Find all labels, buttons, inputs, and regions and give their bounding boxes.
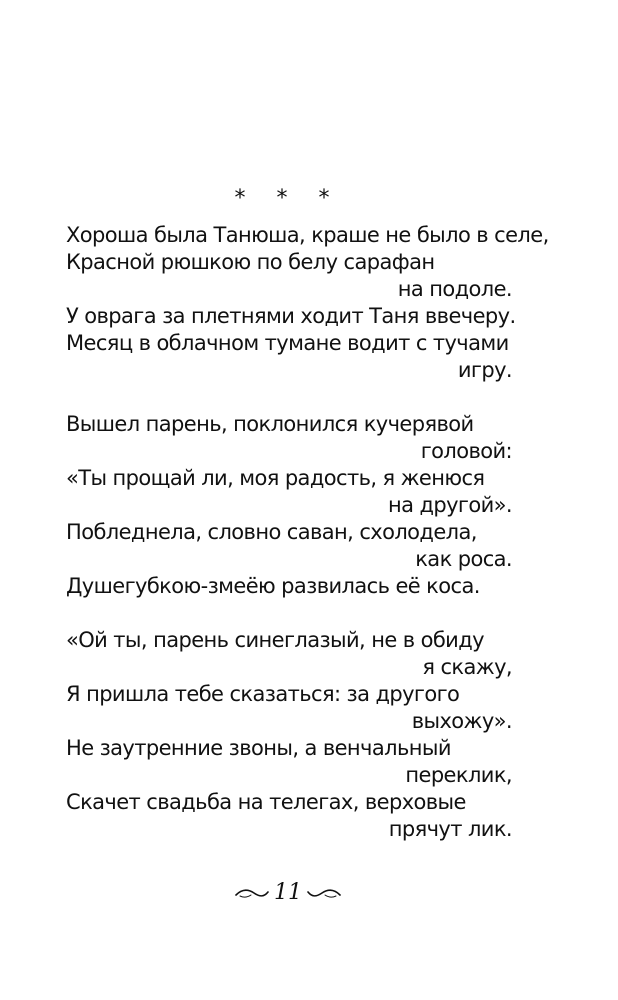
poem-line-continuation: головой: — [420, 439, 512, 463]
poem-line-continuation: прячут лик. — [388, 817, 512, 841]
poem-line-continuation: на другой». — [387, 493, 512, 517]
swash-ornament-icon — [234, 886, 270, 900]
poem-line: Душегубкою-змеёю развилась её коса. — [66, 574, 480, 598]
page-number: 11 — [274, 880, 302, 905]
poem-line-continuation: выхожу». — [411, 709, 512, 733]
poem-line-continuation: на подоле. — [397, 277, 512, 301]
poem-line-continuation: игру. — [457, 358, 512, 382]
section-divider: * * * — [234, 186, 342, 211]
poem-line: У оврага за плетнями ходит Таня ввечеру. — [66, 304, 516, 328]
swash-ornament-icon — [306, 886, 342, 900]
stanza — [66, 411, 512, 600]
stanza — [66, 627, 512, 843]
poem-line: «Ой ты, парень синеглазый, не в обиду — [66, 628, 484, 652]
poem-line-continuation: как роса. — [415, 547, 512, 571]
stanza — [66, 222, 549, 384]
poem-line-continuation: я скажу, — [422, 655, 512, 679]
poem-line: «Ты прощай ли, моя радость, я женюся — [66, 466, 485, 490]
poem-line: Хороша была Танюша, краше не было в селе, — [66, 223, 549, 247]
poem-line: Красной рюшкою по белу сарафан — [66, 250, 435, 274]
poem-line-continuation: переклик, — [405, 763, 512, 787]
poem-line: Скачет свадьба на телегах, верховые — [66, 790, 466, 814]
poem — [66, 222, 549, 870]
page-footer — [0, 880, 576, 906]
poem-line: Вышел парень, поклонился кучерявой — [66, 412, 474, 436]
poem-line: Не заутренние звоны, а венчальный — [66, 736, 451, 760]
poem-line: Я пришла тебе сказаться: за другого — [66, 682, 460, 706]
poem-line: Месяц в облачном тумане водит с тучами — [66, 331, 509, 355]
poem-line: Побледнела, словно саван, схолодела, — [66, 520, 477, 544]
